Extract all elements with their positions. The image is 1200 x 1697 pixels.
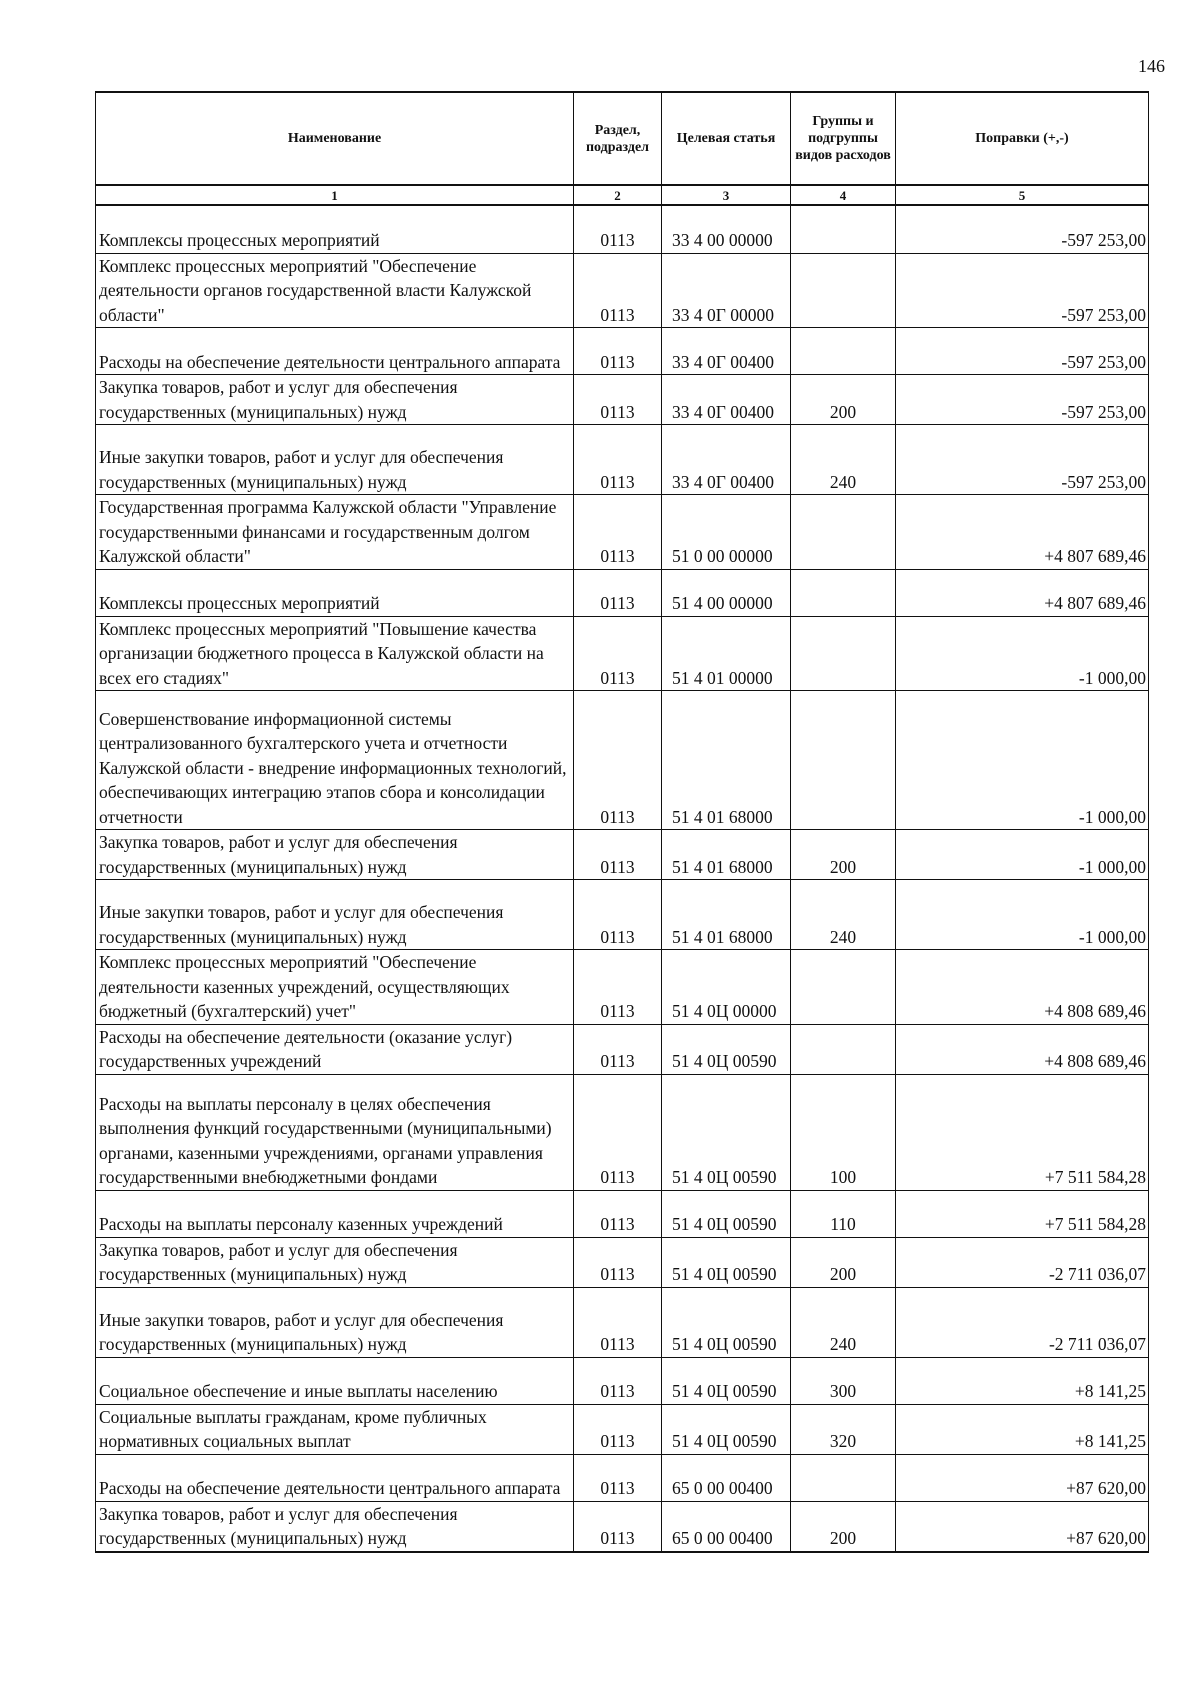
cell-article: 51 4 01 00000 [662, 616, 791, 691]
cell-name: Иные закупки товаров, работ и услуг для обеспечения государственных (муниципальных) нужд [96, 425, 574, 495]
column-number: 4 [791, 185, 896, 205]
cell-article: 51 4 01 68000 [662, 880, 791, 950]
cell-group [791, 569, 896, 616]
cell-section: 0113 [574, 1237, 662, 1287]
cell-section: 0113 [574, 569, 662, 616]
cell-amount: -1 000,00 [896, 830, 1149, 880]
cell-name: Расходы на выплаты персоналу казенных учреждений [96, 1190, 574, 1237]
cell-section: 0113 [574, 1024, 662, 1074]
cell-amount: -2 711 036,07 [896, 1287, 1149, 1357]
cell-section: 0113 [574, 1404, 662, 1454]
cell-article: 33 4 0Г 00000 [662, 253, 791, 328]
cell-article: 51 4 0Ц 00590 [662, 1237, 791, 1287]
cell-amount: +8 141,25 [896, 1357, 1149, 1404]
table-row [96, 495, 1149, 570]
cell-amount: +4 808 689,46 [896, 950, 1149, 1025]
cell-amount: +7 511 584,28 [896, 1190, 1149, 1237]
table-row [96, 1357, 1149, 1404]
table-row [96, 950, 1149, 1025]
cell-article: 33 4 0Г 00400 [662, 425, 791, 495]
cell-group [791, 950, 896, 1025]
cell-group: 300 [791, 1357, 896, 1404]
cell-article: 51 4 0Ц 00590 [662, 1357, 791, 1404]
cell-name: Закупка товаров, работ и услуг для обеспечения государственных (муниципальных) нужд [96, 375, 574, 425]
cell-name: Иные закупки товаров, работ и услуг для обеспечения государственных (муниципальных) нужд [96, 1287, 574, 1357]
column-number: 1 [96, 185, 574, 205]
cell-article: 65 0 00 00400 [662, 1454, 791, 1501]
cell-name: Закупка товаров, работ и услуг для обеспечения государственных (муниципальных) нужд [96, 830, 574, 880]
column-number: 2 [574, 185, 662, 205]
cell-section: 0113 [574, 1357, 662, 1404]
cell-group [791, 495, 896, 570]
cell-section: 0113 [574, 227, 662, 253]
cell-group: 200 [791, 830, 896, 880]
table-row [96, 1024, 1149, 1074]
cell-group [791, 227, 896, 253]
table-row [96, 1190, 1149, 1237]
cell-name: Социальное обеспечение и иные выплаты населению [96, 1357, 574, 1404]
cell-amount: -2 711 036,07 [896, 1237, 1149, 1287]
header-amendment: Поправки (+,-) [896, 92, 1149, 185]
cell-name: Комплекс процессных мероприятий "Обеспечение деятельности органов государственной власти Калужской области" [96, 253, 574, 328]
table-row [96, 830, 1149, 880]
cell-article: 51 4 0Ц 00590 [662, 1404, 791, 1454]
cell-amount: -597 253,00 [896, 375, 1149, 425]
column-number: 5 [896, 185, 1149, 205]
cell-article: 51 4 0Ц 00590 [662, 1190, 791, 1237]
table-row [96, 1237, 1149, 1287]
table-row [96, 1454, 1149, 1501]
cell-amount: -1 000,00 [896, 691, 1149, 830]
cell-article: 51 4 0Ц 00590 [662, 1024, 791, 1074]
cell-section: 0113 [574, 1190, 662, 1237]
cell-article: 33 4 0Г 00400 [662, 375, 791, 425]
cell-amount: +87 620,00 [896, 1454, 1149, 1501]
cell-amount: -1 000,00 [896, 616, 1149, 691]
cell-name: Закупка товаров, работ и услуг для обеспечения государственных (муниципальных) нужд [96, 1237, 574, 1287]
cell-article: 51 4 0Ц 00590 [662, 1074, 791, 1190]
cell-group: 240 [791, 1287, 896, 1357]
cell-section: 0113 [574, 328, 662, 375]
cell-article: 51 4 01 68000 [662, 691, 791, 830]
cell-section: 0113 [574, 1454, 662, 1501]
cell-name: Комплексы процессных мероприятий [96, 569, 574, 616]
cell-group: 240 [791, 425, 896, 495]
cell-group: 110 [791, 1190, 896, 1237]
table-row [96, 880, 1149, 950]
cell-article: 33 4 00 00000 [662, 227, 791, 253]
cell-name: Расходы на обеспечение деятельности (оказание услуг) государственных учреждений [96, 1024, 574, 1074]
cell-name: Социальные выплаты гражданам, кроме публичных нормативных социальных выплат [96, 1404, 574, 1454]
cell-amount: +87 620,00 [896, 1501, 1149, 1552]
cell-section: 0113 [574, 1074, 662, 1190]
cell-section: 0113 [574, 950, 662, 1025]
cell-article: 51 4 0Ц 00000 [662, 950, 791, 1025]
table-header [96, 92, 1149, 227]
cell-amount: -597 253,00 [896, 425, 1149, 495]
cell-group [791, 691, 896, 830]
cell-article: 33 4 0Г 00400 [662, 328, 791, 375]
cell-article: 65 0 00 00400 [662, 1501, 791, 1552]
page-number: 146 [1138, 56, 1165, 76]
table-row [96, 328, 1149, 375]
cell-group [791, 328, 896, 375]
cell-section: 0113 [574, 830, 662, 880]
cell-section: 0113 [574, 1501, 662, 1552]
header-article: Целевая статья [662, 92, 791, 185]
cell-amount: -597 253,00 [896, 328, 1149, 375]
table-row [96, 227, 1149, 253]
cell-group: 200 [791, 1237, 896, 1287]
cell-name: Комплекс процессных мероприятий "Обеспечение деятельности казенных учреждений, осуществляющих бюджетный (бухгалтерский) учет" [96, 950, 574, 1025]
cell-article: 51 4 0Ц 00590 [662, 1287, 791, 1357]
cell-section: 0113 [574, 425, 662, 495]
cell-amount: -597 253,00 [896, 253, 1149, 328]
cell-name: Комплексы процессных мероприятий [96, 227, 574, 253]
table-row [96, 1404, 1149, 1454]
cell-amount: +4 807 689,46 [896, 569, 1149, 616]
cell-name: Государственная программа Калужской области "Управление государственными финансами и государственным долгом Калужской области" [96, 495, 574, 570]
cell-name: Иные закупки товаров, работ и услуг для обеспечения государственных (муниципальных) нужд [96, 880, 574, 950]
cell-amount: +4 808 689,46 [896, 1024, 1149, 1074]
table-row [96, 691, 1149, 830]
cell-group [791, 1454, 896, 1501]
cell-article: 51 4 01 68000 [662, 830, 791, 880]
cell-article: 51 4 00 00000 [662, 569, 791, 616]
cell-amount: +8 141,25 [896, 1404, 1149, 1454]
cell-section: 0113 [574, 691, 662, 830]
table-row [96, 375, 1149, 425]
table-row [96, 1287, 1149, 1357]
cell-section: 0113 [574, 616, 662, 691]
cell-name: Комплекс процессных мероприятий "Повышение качества организации бюджетного процесса в Калужской области на всех его стадиях" [96, 616, 574, 691]
cell-section: 0113 [574, 1287, 662, 1357]
cell-group: 100 [791, 1074, 896, 1190]
budget-amendments-table [95, 91, 1149, 1553]
table-row [96, 253, 1149, 328]
cell-amount: +7 511 584,28 [896, 1074, 1149, 1190]
cell-amount: -597 253,00 [896, 227, 1149, 253]
header-section: Раздел, подраздел [574, 92, 662, 185]
cell-amount: -1 000,00 [896, 880, 1149, 950]
cell-group [791, 253, 896, 328]
table-row [96, 425, 1149, 495]
cell-name: Расходы на выплаты персоналу в целях обеспечения выполнения функций государственными (муниципальными) органами, казенными учреждениями, органами управления государственными внебюджетными фондами [96, 1074, 574, 1190]
cell-group [791, 616, 896, 691]
cell-amount: +4 807 689,46 [896, 495, 1149, 570]
cell-section: 0113 [574, 253, 662, 328]
table-row [96, 569, 1149, 616]
cell-group [791, 1024, 896, 1074]
table-body [96, 227, 1149, 1552]
cell-article: 51 0 00 00000 [662, 495, 791, 570]
cell-section: 0113 [574, 375, 662, 425]
cell-section: 0113 [574, 880, 662, 950]
cell-name: Расходы на обеспечение деятельности центрального аппарата [96, 328, 574, 375]
header-group: Группы и подгруппы видов расходов [791, 92, 896, 185]
cell-group: 240 [791, 880, 896, 950]
cell-name: Совершенствование информационной системы централизованного бухгалтерского учета и отчетности Калужской области - внедрение информационных технологий, обеспечивающих интеграцию этапов сбора и консолидации отчетности [96, 691, 574, 830]
table-row [96, 1501, 1149, 1552]
cell-group: 320 [791, 1404, 896, 1454]
cell-group: 200 [791, 375, 896, 425]
cell-name: Расходы на обеспечение деятельности центрального аппарата [96, 1454, 574, 1501]
table-row [96, 1074, 1149, 1190]
header-name: Наименование [96, 92, 574, 185]
cell-name: Закупка товаров, работ и услуг для обеспечения государственных (муниципальных) нужд [96, 1501, 574, 1552]
cell-group: 200 [791, 1501, 896, 1552]
column-number: 3 [662, 185, 791, 205]
cell-section: 0113 [574, 495, 662, 570]
table-row [96, 616, 1149, 691]
